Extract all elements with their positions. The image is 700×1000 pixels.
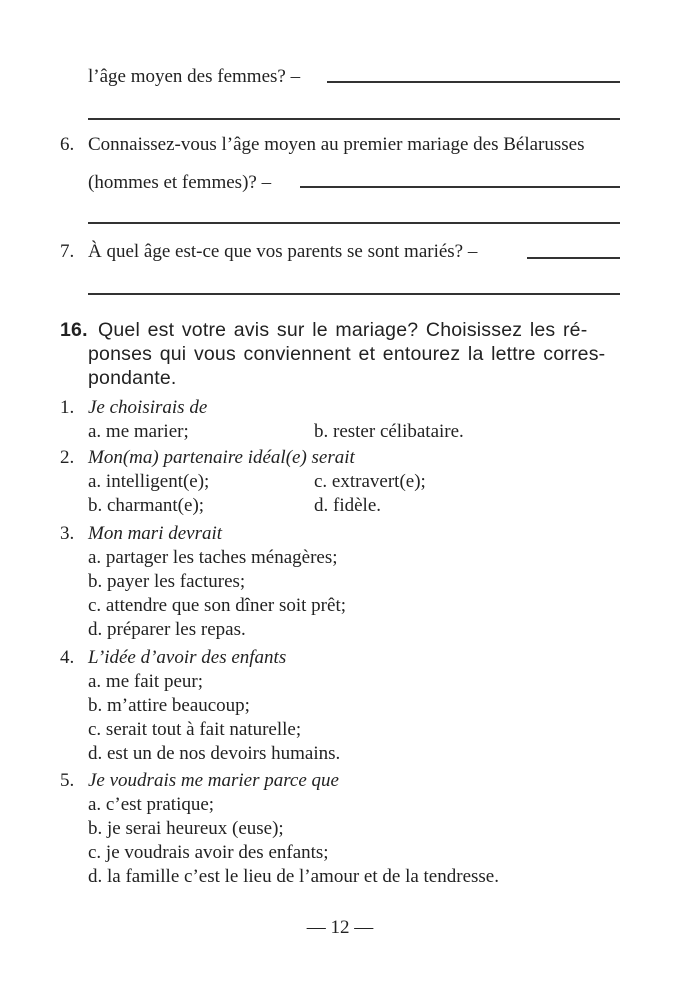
option[interactable]: d. préparer les repas. [88,619,246,640]
option[interactable]: a. partager les taches ménagères; [88,547,338,568]
option[interactable]: c. attendre que son dîner soit prêt; [88,595,347,616]
question-6-text-line2: (hommes et femmes)? – [88,172,272,193]
item-number: 3. [60,523,75,544]
option[interactable]: b. payer les factures; [88,571,246,592]
option[interactable]: c. extravert(e); [314,471,426,492]
exercise-instruction: pondante. [88,367,177,389]
item-number: 4. [60,647,75,668]
option[interactable]: d. est un de nos devoirs humains. [88,743,341,764]
option[interactable]: d. fidèle. [314,495,382,516]
option[interactable]: b. je serai heureux (euse); [88,818,284,839]
exercise-number: 16. [60,319,88,341]
option[interactable]: a. me fait peur; [88,671,204,692]
question-7-text: À quel âge est-ce que vos parents se sont mariés? – [88,241,478,262]
answer-line[interactable] [527,257,620,259]
page-number: — 12 — [306,917,374,938]
option[interactable]: a. me marier; [88,421,189,442]
option[interactable]: b. m’attire beaucoup; [88,695,250,716]
answer-line[interactable] [88,118,620,120]
item-prompt: Je choisirais de [88,397,208,418]
item-number: 5. [60,770,75,791]
question-6-text: Connaissez-vous l’âge moyen au premier mariage des Bélarusses [88,134,585,155]
question-number: 7. [60,241,75,262]
option[interactable]: b. rester célibataire. [314,421,464,442]
question-number: 6. [60,134,75,155]
item-number: 2. [60,447,75,468]
exercise-instruction: ponses qui vous conviennent et entourez la lettre corres- [88,343,606,365]
item-prompt: L’idée d’avoir des enfants [88,647,287,668]
item-prompt: Mon mari devrait [88,523,223,544]
option[interactable]: a. intelligent(e); [88,471,210,492]
option[interactable]: b. charmant(e); [88,495,205,516]
answer-line[interactable] [300,186,620,188]
option[interactable]: d. la famille c’est le lieu de l’amour et de la tendresse. [88,866,499,887]
answer-line[interactable] [88,293,620,295]
q5-continuation: l’âge moyen des femmes? – [88,66,301,87]
exercise-instruction: Quel est votre avis sur le mariage? Choisissez les ré- [98,319,588,341]
option[interactable]: c. serait tout à fait naturelle; [88,719,302,740]
item-prompt: Je voudrais me marier parce que [88,770,339,791]
item-number: 1. [60,397,75,418]
option[interactable]: a. c’est pratique; [88,794,215,815]
answer-line[interactable] [327,81,620,83]
item-prompt: Mon(ma) partenaire idéal(e) serait [88,447,355,468]
answer-line[interactable] [88,222,620,224]
option[interactable]: c. je voudrais avoir des enfants; [88,842,329,863]
